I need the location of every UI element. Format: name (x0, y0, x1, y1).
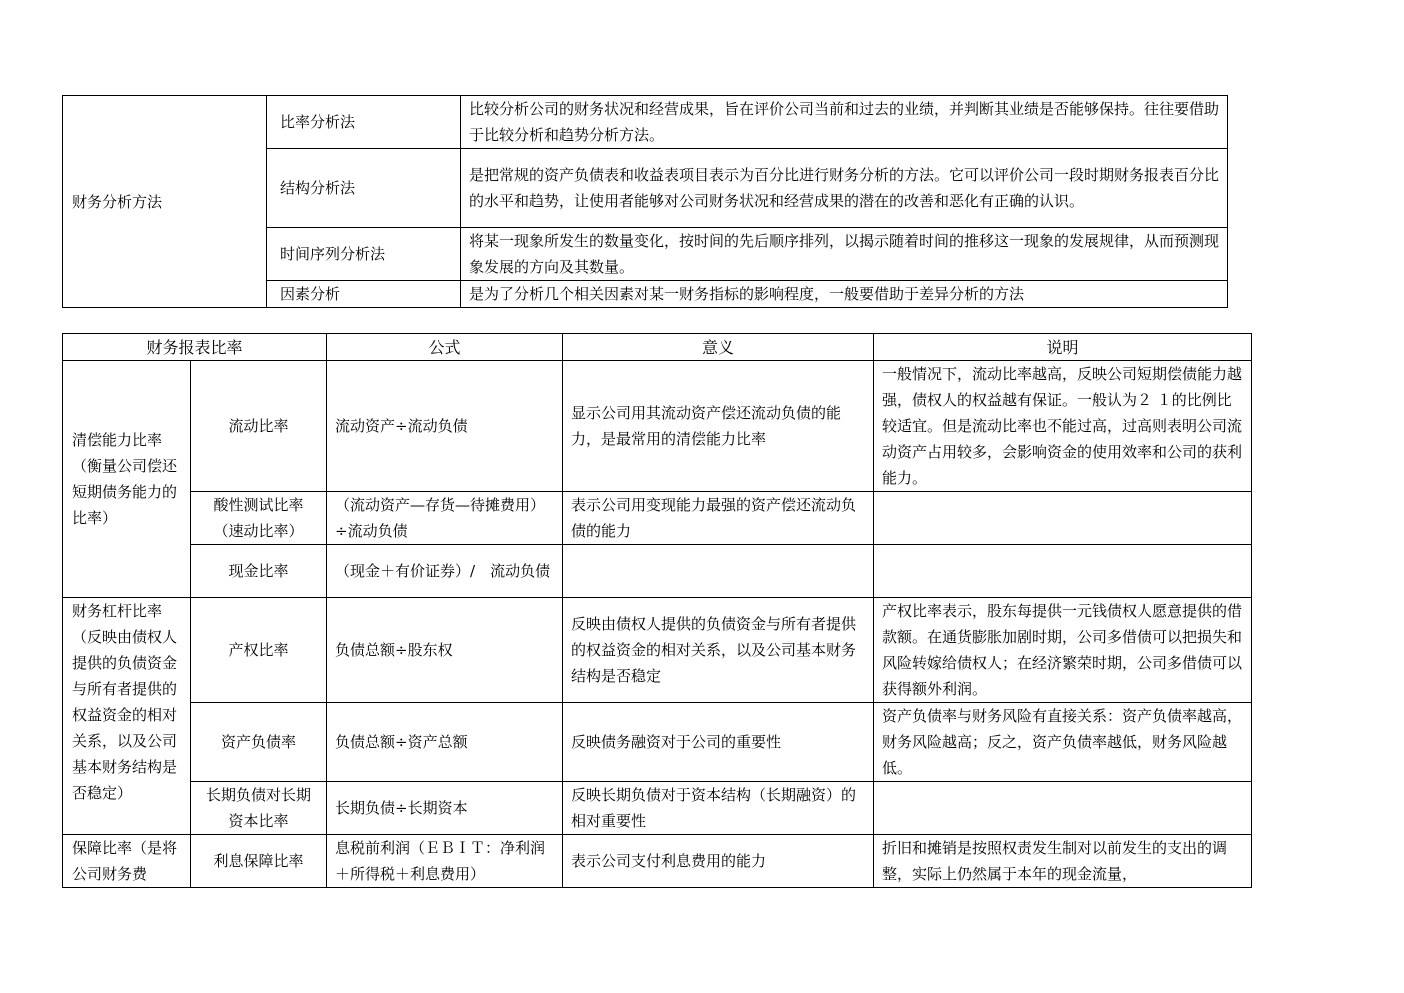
ratio-name: 利息保障比率 (191, 835, 327, 888)
ratio-meaning: 反映长期负债对于资本结构（长期融资）的相对重要性 (563, 782, 874, 835)
method-description: 是为了分析几个相关因素对某一财务指标的影响程度，一般要借助于差异分析的方法 (461, 281, 1228, 308)
method-name: 比率分析法 (267, 96, 461, 149)
table-row (63, 835, 1252, 888)
table-row (63, 782, 1252, 835)
ratio-note (874, 545, 1252, 598)
group-name-cell: 清偿能力比率（衡量公司偿还短期债务能力的比率） (63, 361, 191, 598)
ratio-meaning: 反映债务融资对于公司的重要性 (563, 703, 874, 782)
method-description: 将某一现象所发生的数量变化，按时间的先后顺序排列，以揭示随着时间的推移这一现象的发展规律，从而预测现象发展的方向及其数量。 (461, 228, 1228, 281)
table-row (63, 492, 1252, 545)
ratio-name: 产权比率 (191, 598, 327, 703)
methods-category-cell: 财务分析方法 (63, 96, 267, 308)
method-name: 时间序列分析法 (267, 228, 461, 281)
method-description: 比较分析公司的财务状况和经营成果，旨在评价公司当前和过去的业绩，并判断其业绩是否能够保持。往往要借助于比较分析和趋势分析方法。 (461, 96, 1228, 149)
ratio-formula: 长期负债÷长期资本 (327, 782, 563, 835)
method-name: 结构分析法 (267, 149, 461, 228)
ratio-formula: （现金＋有价证券）/ 流动负债 (327, 545, 563, 598)
ratio-meaning: 反映由债权人提供的负债资金与所有者提供的权益资金的相对关系，以及公司基本财务结构是否稳定 (563, 598, 874, 703)
header-meaning: 意义 (563, 334, 874, 361)
ratio-formula: 负债总额÷股东权 (327, 598, 563, 703)
financial-ratios-table (62, 333, 1252, 888)
method-description: 是把常规的资产负债表和收益表项目表示为百分比进行财务分析的方法。它可以评价公司一段时期财务报表百分比的水平和趋势，让使用者能够对公司财务状况和经营成果的潜在的改善和恶化有正确的认识。 (461, 149, 1228, 228)
ratio-meaning (563, 545, 874, 598)
ratio-name: 流动比率 (191, 361, 327, 492)
analysis-methods-table (62, 95, 1228, 308)
method-name: 因素分析 (267, 281, 461, 308)
ratio-note: 产权比率表示，股东每提供一元钱债权人愿意提供的借款额。在通货膨胀加剧时期，公司多借债可以把损失和风险转嫁给债权人；在经济繁荣时期，公司多借债可以获得额外利润。 (874, 598, 1252, 703)
group-name-cell: 保障比率（是将公司财务费 (63, 835, 191, 888)
ratio-name: 资产负债率 (191, 703, 327, 782)
header-ratio: 财务报表比率 (63, 334, 327, 361)
table-row (63, 703, 1252, 782)
ratio-formula: （流动资产—存货—待摊费用）÷流动负债 (327, 492, 563, 545)
table-header-row (63, 334, 1252, 361)
ratio-name: 长期负债对长期资本比率 (191, 782, 327, 835)
ratio-note: 资产负债率与财务风险有直接关系：资产负债率越高，财务风险越高；反之，资产负债率越低，财务风险越低。 (874, 703, 1252, 782)
ratio-note: 一般情况下，流动比率越高，反映公司短期偿债能力越强，债权人的权益越有保证。一般认为２ １的比例比较适宜。但是流动比率也不能过高，过高则表明公司流动资产占用较多，会影响资金的使用效率和公司的获利能力。 (874, 361, 1252, 492)
ratio-note (874, 782, 1252, 835)
table-row (63, 361, 1252, 492)
header-formula: 公式 (327, 334, 563, 361)
ratio-name: 现金比率 (191, 545, 327, 598)
ratio-name: 酸性测试比率（速动比率） (191, 492, 327, 545)
table-row (63, 598, 1252, 703)
ratio-formula: 负债总额÷资产总额 (327, 703, 563, 782)
group-name-cell: 财务杠杆比率（反映由债权人提供的负债资金与所有者提供的权益资金的相对关系，以及公司基本财务结构是否稳定） (63, 598, 191, 835)
ratio-formula: 息税前利润（ＥＢＩＴ：净利润＋所得税＋利息费用） (327, 835, 563, 888)
ratio-meaning: 表示公司支付利息费用的能力 (563, 835, 874, 888)
ratio-meaning: 表示公司用变现能力最强的资产偿还流动负债的能力 (563, 492, 874, 545)
header-note: 说明 (874, 334, 1252, 361)
ratio-meaning: 显示公司用其流动资产偿还流动负债的能力，是最常用的清偿能力比率 (563, 361, 874, 492)
ratio-formula: 流动资产÷流动负债 (327, 361, 563, 492)
ratio-note (874, 492, 1252, 545)
table-row (63, 545, 1252, 598)
ratio-note: 折旧和摊销是按照权责发生制对以前发生的支出的调整，实际上仍然属于本年的现金流量， (874, 835, 1252, 888)
